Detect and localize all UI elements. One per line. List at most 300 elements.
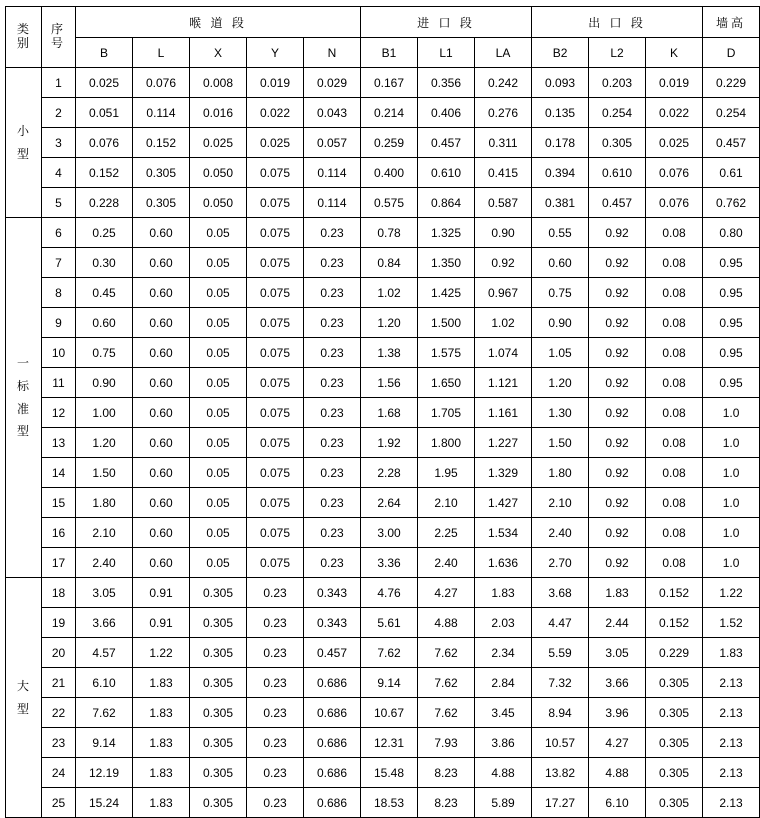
value-cell-L1: 4.88 (418, 608, 475, 638)
value-cell-Y: 0.075 (247, 428, 304, 458)
value-cell-B2: 17.27 (532, 788, 589, 818)
value-cell-K: 0.08 (646, 518, 703, 548)
value-cell-L2: 3.96 (589, 698, 646, 728)
value-cell-B2: 0.178 (532, 128, 589, 158)
value-cell-L1: 7.62 (418, 698, 475, 728)
value-cell-Y: 0.23 (247, 668, 304, 698)
value-cell-LA: 0.90 (475, 218, 532, 248)
value-cell-D: 1.0 (703, 518, 760, 548)
table-row (6, 728, 760, 758)
value-cell-L: 0.152 (133, 128, 190, 158)
value-cell-X: 0.05 (190, 488, 247, 518)
value-cell-Y: 0.075 (247, 548, 304, 578)
value-cell-N: 0.686 (304, 728, 361, 758)
value-cell-B: 2.10 (76, 518, 133, 548)
value-cell-B: 1.80 (76, 488, 133, 518)
header-col-B1: B1 (361, 38, 418, 68)
header-col-L2: L2 (589, 38, 646, 68)
value-cell-K: 0.08 (646, 428, 703, 458)
value-cell-B2: 0.093 (532, 68, 589, 98)
value-cell-LA: 1.121 (475, 368, 532, 398)
table-row (6, 398, 760, 428)
table-row (6, 578, 760, 608)
value-cell-B2: 7.32 (532, 668, 589, 698)
sequence-cell: 24 (42, 758, 76, 788)
value-cell-K: 0.08 (646, 248, 703, 278)
value-cell-B: 7.62 (76, 698, 133, 728)
value-cell-N: 0.686 (304, 788, 361, 818)
value-cell-N: 0.23 (304, 458, 361, 488)
value-cell-L2: 0.92 (589, 428, 646, 458)
value-cell-X: 0.05 (190, 518, 247, 548)
value-cell-B2: 1.05 (532, 338, 589, 368)
value-cell-N: 0.686 (304, 758, 361, 788)
value-cell-B1: 18.53 (361, 788, 418, 818)
value-cell-L1: 7.62 (418, 638, 475, 668)
value-cell-B2: 1.50 (532, 428, 589, 458)
value-cell-B2: 0.90 (532, 308, 589, 338)
value-cell-L: 0.91 (133, 578, 190, 608)
sequence-cell: 1 (42, 68, 76, 98)
value-cell-B2: 0.135 (532, 98, 589, 128)
value-cell-B1: 0.214 (361, 98, 418, 128)
value-cell-LA: 0.311 (475, 128, 532, 158)
value-cell-B: 0.90 (76, 368, 133, 398)
value-cell-D: 0.457 (703, 128, 760, 158)
value-cell-L2: 2.44 (589, 608, 646, 638)
value-cell-LA: 1.329 (475, 458, 532, 488)
value-cell-D: 1.0 (703, 428, 760, 458)
value-cell-N: 0.23 (304, 278, 361, 308)
value-cell-L: 0.114 (133, 98, 190, 128)
table-row (6, 248, 760, 278)
value-cell-B1: 1.56 (361, 368, 418, 398)
value-cell-B2: 1.20 (532, 368, 589, 398)
value-cell-B2: 5.59 (532, 638, 589, 668)
value-cell-B2: 1.30 (532, 398, 589, 428)
value-cell-N: 0.23 (304, 218, 361, 248)
value-cell-Y: 0.075 (247, 398, 304, 428)
value-cell-X: 0.305 (190, 668, 247, 698)
value-cell-L: 0.60 (133, 548, 190, 578)
value-cell-D: 0.95 (703, 308, 760, 338)
value-cell-L2: 0.254 (589, 98, 646, 128)
value-cell-X: 0.05 (190, 458, 247, 488)
value-cell-L1: 1.800 (418, 428, 475, 458)
value-cell-L1: 0.610 (418, 158, 475, 188)
value-cell-X: 0.305 (190, 578, 247, 608)
value-cell-B: 2.40 (76, 548, 133, 578)
value-cell-B1: 1.02 (361, 278, 418, 308)
value-cell-L1: 7.62 (418, 668, 475, 698)
value-cell-B1: 5.61 (361, 608, 418, 638)
table-row (6, 548, 760, 578)
value-cell-Y: 0.23 (247, 788, 304, 818)
value-cell-L1: 8.23 (418, 788, 475, 818)
category-char: 标 (16, 378, 30, 393)
value-cell-L1: 1.575 (418, 338, 475, 368)
value-cell-L: 0.60 (133, 338, 190, 368)
value-cell-L1: 1.500 (418, 308, 475, 338)
specification-table (5, 6, 760, 818)
value-cell-B: 6.10 (76, 668, 133, 698)
value-cell-B2: 2.10 (532, 488, 589, 518)
value-cell-N: 0.23 (304, 368, 361, 398)
value-cell-LA: 0.276 (475, 98, 532, 128)
value-cell-Y: 0.23 (247, 728, 304, 758)
value-cell-X: 0.305 (190, 698, 247, 728)
value-cell-L2: 0.305 (589, 128, 646, 158)
header-col-L: L (133, 38, 190, 68)
header-category-line1: 类 (16, 22, 30, 37)
value-cell-Y: 0.075 (247, 158, 304, 188)
value-cell-B1: 1.68 (361, 398, 418, 428)
value-cell-Y: 0.23 (247, 578, 304, 608)
value-cell-B: 0.228 (76, 188, 133, 218)
value-cell-B2: 0.60 (532, 248, 589, 278)
header-col-LA: LA (475, 38, 532, 68)
table-row (6, 758, 760, 788)
value-cell-B1: 0.575 (361, 188, 418, 218)
category-char: 型 (16, 146, 30, 161)
value-cell-B: 12.19 (76, 758, 133, 788)
value-cell-N: 0.23 (304, 548, 361, 578)
value-cell-B1: 1.38 (361, 338, 418, 368)
value-cell-B1: 12.31 (361, 728, 418, 758)
table-row (6, 788, 760, 818)
value-cell-L: 0.60 (133, 488, 190, 518)
value-cell-X: 0.05 (190, 398, 247, 428)
table-row (6, 488, 760, 518)
value-cell-L: 1.83 (133, 728, 190, 758)
table-row (6, 698, 760, 728)
value-cell-B1: 2.64 (361, 488, 418, 518)
table-row (6, 188, 760, 218)
sequence-cell: 14 (42, 458, 76, 488)
header-col-Y: Y (247, 38, 304, 68)
value-cell-B1: 0.78 (361, 218, 418, 248)
value-cell-Y: 0.075 (247, 248, 304, 278)
value-cell-K: 0.305 (646, 698, 703, 728)
table-row (6, 278, 760, 308)
value-cell-B: 0.45 (76, 278, 133, 308)
value-cell-L2: 1.83 (589, 578, 646, 608)
value-cell-K: 0.08 (646, 548, 703, 578)
value-cell-L: 0.60 (133, 518, 190, 548)
value-cell-LA: 0.415 (475, 158, 532, 188)
value-cell-D: 2.13 (703, 698, 760, 728)
value-cell-L2: 0.92 (589, 278, 646, 308)
value-cell-LA: 1.534 (475, 518, 532, 548)
value-cell-LA: 1.427 (475, 488, 532, 518)
value-cell-B: 0.051 (76, 98, 133, 128)
table-row (6, 218, 760, 248)
sequence-cell: 17 (42, 548, 76, 578)
value-cell-D: 0.95 (703, 248, 760, 278)
value-cell-X: 0.305 (190, 758, 247, 788)
value-cell-B2: 2.70 (532, 548, 589, 578)
value-cell-K: 0.025 (646, 128, 703, 158)
value-cell-L: 0.60 (133, 458, 190, 488)
value-cell-B1: 3.36 (361, 548, 418, 578)
value-cell-N: 0.057 (304, 128, 361, 158)
value-cell-L2: 0.92 (589, 518, 646, 548)
value-cell-L1: 1.650 (418, 368, 475, 398)
table-row (6, 668, 760, 698)
value-cell-L2: 0.92 (589, 398, 646, 428)
value-cell-L: 1.83 (133, 788, 190, 818)
value-cell-N: 0.23 (304, 248, 361, 278)
value-cell-LA: 0.587 (475, 188, 532, 218)
value-cell-L2: 4.88 (589, 758, 646, 788)
value-cell-X: 0.016 (190, 98, 247, 128)
value-cell-D: 2.13 (703, 758, 760, 788)
value-cell-B1: 3.00 (361, 518, 418, 548)
table-row (6, 638, 760, 668)
value-cell-N: 0.043 (304, 98, 361, 128)
header-col-B: B (76, 38, 133, 68)
value-cell-L2: 0.203 (589, 68, 646, 98)
value-cell-L2: 3.05 (589, 638, 646, 668)
value-cell-LA: 2.03 (475, 608, 532, 638)
value-cell-Y: 0.025 (247, 128, 304, 158)
value-cell-L: 1.83 (133, 668, 190, 698)
value-cell-L2: 0.92 (589, 338, 646, 368)
value-cell-B: 0.152 (76, 158, 133, 188)
value-cell-K: 0.08 (646, 218, 703, 248)
value-cell-D: 0.61 (703, 158, 760, 188)
value-cell-LA: 2.84 (475, 668, 532, 698)
value-cell-N: 0.114 (304, 158, 361, 188)
value-cell-K: 0.305 (646, 728, 703, 758)
value-cell-K: 0.305 (646, 788, 703, 818)
sequence-cell: 5 (42, 188, 76, 218)
value-cell-K: 0.08 (646, 278, 703, 308)
header-col-X: X (190, 38, 247, 68)
value-cell-Y: 0.075 (247, 368, 304, 398)
value-cell-Y: 0.075 (247, 308, 304, 338)
value-cell-LA: 2.34 (475, 638, 532, 668)
value-cell-L1: 0.457 (418, 128, 475, 158)
table-row (6, 68, 760, 98)
header-group-inlet: 进 口 段 (361, 7, 532, 38)
value-cell-B2: 0.394 (532, 158, 589, 188)
value-cell-B2: 3.68 (532, 578, 589, 608)
sequence-cell: 8 (42, 278, 76, 308)
value-cell-K: 0.019 (646, 68, 703, 98)
value-cell-B1: 10.67 (361, 698, 418, 728)
category-char: 一 (16, 355, 30, 370)
value-cell-LA: 1.636 (475, 548, 532, 578)
value-cell-D: 0.762 (703, 188, 760, 218)
value-cell-X: 0.008 (190, 68, 247, 98)
value-cell-LA: 0.967 (475, 278, 532, 308)
value-cell-N: 0.686 (304, 698, 361, 728)
value-cell-L2: 0.92 (589, 458, 646, 488)
value-cell-B1: 0.400 (361, 158, 418, 188)
category-char: 准 (16, 401, 30, 416)
value-cell-L1: 0.356 (418, 68, 475, 98)
value-cell-N: 0.23 (304, 518, 361, 548)
value-cell-B1: 0.84 (361, 248, 418, 278)
value-cell-X: 0.305 (190, 788, 247, 818)
value-cell-X: 0.05 (190, 278, 247, 308)
value-cell-B2: 4.47 (532, 608, 589, 638)
value-cell-N: 0.23 (304, 428, 361, 458)
value-cell-N: 0.029 (304, 68, 361, 98)
table-header (6, 7, 760, 68)
value-cell-X: 0.05 (190, 548, 247, 578)
value-cell-B: 0.75 (76, 338, 133, 368)
value-cell-L: 0.305 (133, 188, 190, 218)
table-body (6, 68, 760, 818)
value-cell-L2: 0.457 (589, 188, 646, 218)
category-cell (6, 68, 42, 218)
value-cell-L2: 0.610 (589, 158, 646, 188)
value-cell-K: 0.022 (646, 98, 703, 128)
value-cell-X: 0.05 (190, 308, 247, 338)
value-cell-N: 0.23 (304, 308, 361, 338)
value-cell-L2: 4.27 (589, 728, 646, 758)
value-cell-N: 0.23 (304, 338, 361, 368)
value-cell-X: 0.050 (190, 158, 247, 188)
value-cell-X: 0.050 (190, 188, 247, 218)
value-cell-L: 0.60 (133, 248, 190, 278)
value-cell-L1: 0.864 (418, 188, 475, 218)
sequence-cell: 22 (42, 698, 76, 728)
value-cell-X: 0.305 (190, 608, 247, 638)
value-cell-L1: 4.27 (418, 578, 475, 608)
value-cell-D: 0.254 (703, 98, 760, 128)
value-cell-D: 2.13 (703, 788, 760, 818)
sequence-cell: 12 (42, 398, 76, 428)
table-row (6, 308, 760, 338)
value-cell-LA: 1.161 (475, 398, 532, 428)
sequence-cell: 2 (42, 98, 76, 128)
value-cell-D: 1.0 (703, 398, 760, 428)
value-cell-D: 1.0 (703, 488, 760, 518)
value-cell-B2: 2.40 (532, 518, 589, 548)
value-cell-L1: 2.40 (418, 548, 475, 578)
table-row (6, 458, 760, 488)
value-cell-B1: 9.14 (361, 668, 418, 698)
value-cell-B: 1.00 (76, 398, 133, 428)
value-cell-X: 0.05 (190, 338, 247, 368)
value-cell-LA: 4.88 (475, 758, 532, 788)
value-cell-L2: 0.92 (589, 488, 646, 518)
value-cell-X: 0.05 (190, 428, 247, 458)
value-cell-B: 1.50 (76, 458, 133, 488)
value-cell-LA: 0.92 (475, 248, 532, 278)
header-col-D: D (703, 38, 760, 68)
value-cell-L: 0.305 (133, 158, 190, 188)
value-cell-B2: 10.57 (532, 728, 589, 758)
value-cell-B1: 0.259 (361, 128, 418, 158)
value-cell-D: 0.95 (703, 368, 760, 398)
value-cell-B1: 0.167 (361, 68, 418, 98)
category-char: 大 (16, 678, 30, 693)
value-cell-L: 0.60 (133, 368, 190, 398)
sequence-cell: 10 (42, 338, 76, 368)
sequence-cell: 3 (42, 128, 76, 158)
value-cell-B: 0.076 (76, 128, 133, 158)
value-cell-K: 0.08 (646, 458, 703, 488)
header-group-outlet: 出 口 段 (532, 7, 703, 38)
value-cell-L2: 6.10 (589, 788, 646, 818)
value-cell-D: 1.0 (703, 458, 760, 488)
value-cell-Y: 0.23 (247, 758, 304, 788)
value-cell-L2: 0.92 (589, 548, 646, 578)
sequence-cell: 21 (42, 668, 76, 698)
value-cell-L: 0.60 (133, 398, 190, 428)
value-cell-X: 0.05 (190, 218, 247, 248)
value-cell-D: 1.22 (703, 578, 760, 608)
header-sequence-line1: 序 (50, 22, 66, 37)
category-cell (6, 218, 42, 578)
value-cell-K: 0.076 (646, 158, 703, 188)
value-cell-B1: 1.92 (361, 428, 418, 458)
value-cell-D: 0.229 (703, 68, 760, 98)
value-cell-D: 2.13 (703, 668, 760, 698)
table-row (6, 428, 760, 458)
sequence-cell: 25 (42, 788, 76, 818)
value-cell-Y: 0.075 (247, 278, 304, 308)
sequence-cell: 15 (42, 488, 76, 518)
sequence-cell: 13 (42, 428, 76, 458)
value-cell-L2: 0.92 (589, 308, 646, 338)
value-cell-L1: 1.425 (418, 278, 475, 308)
table-row (6, 368, 760, 398)
value-cell-D: 0.95 (703, 338, 760, 368)
value-cell-B: 4.57 (76, 638, 133, 668)
value-cell-B: 3.05 (76, 578, 133, 608)
value-cell-L: 1.83 (133, 758, 190, 788)
value-cell-Y: 0.075 (247, 518, 304, 548)
value-cell-D: 1.52 (703, 608, 760, 638)
value-cell-X: 0.05 (190, 248, 247, 278)
value-cell-L: 0.91 (133, 608, 190, 638)
value-cell-Y: 0.075 (247, 218, 304, 248)
value-cell-LA: 1.227 (475, 428, 532, 458)
value-cell-N: 0.23 (304, 488, 361, 518)
header-col-B2: B2 (532, 38, 589, 68)
header-col-L1: L1 (418, 38, 475, 68)
sequence-cell: 23 (42, 728, 76, 758)
value-cell-K: 0.08 (646, 368, 703, 398)
value-cell-LA: 1.83 (475, 578, 532, 608)
value-cell-B2: 8.94 (532, 698, 589, 728)
value-cell-N: 0.343 (304, 608, 361, 638)
value-cell-L: 0.60 (133, 428, 190, 458)
value-cell-LA: 0.242 (475, 68, 532, 98)
value-cell-B1: 7.62 (361, 638, 418, 668)
value-cell-B2: 1.80 (532, 458, 589, 488)
value-cell-B1: 2.28 (361, 458, 418, 488)
value-cell-B2: 0.381 (532, 188, 589, 218)
value-cell-D: 0.80 (703, 218, 760, 248)
value-cell-L: 0.60 (133, 218, 190, 248)
table-row (6, 158, 760, 188)
value-cell-B: 1.20 (76, 428, 133, 458)
value-cell-Y: 0.022 (247, 98, 304, 128)
value-cell-B: 15.24 (76, 788, 133, 818)
table-row (6, 518, 760, 548)
value-cell-X: 0.305 (190, 728, 247, 758)
value-cell-B2: 13.82 (532, 758, 589, 788)
header-group-wallheight: 墙高 (703, 7, 760, 38)
header-group-throat: 喉 道 段 (76, 7, 361, 38)
header-col-N: N (304, 38, 361, 68)
